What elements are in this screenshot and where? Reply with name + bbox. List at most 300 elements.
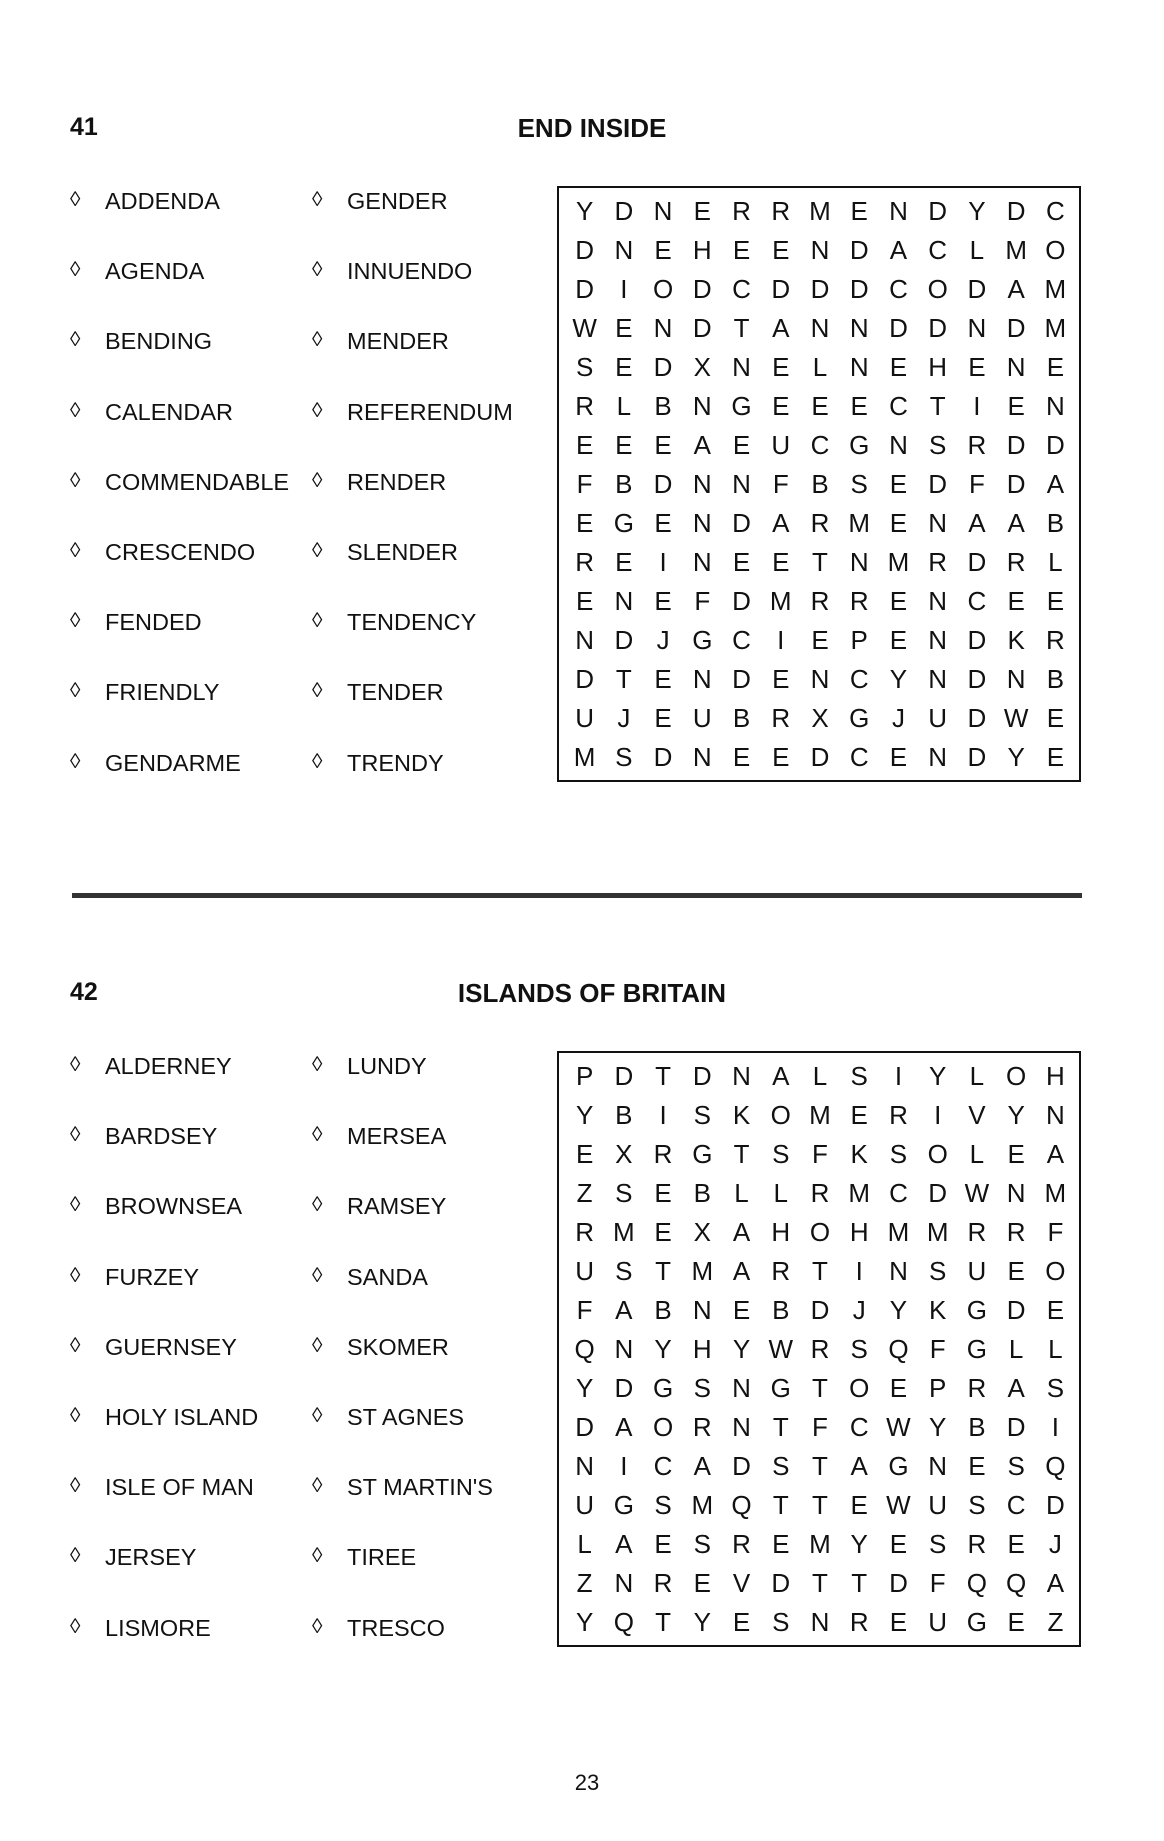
grid-letter: E [654, 507, 672, 538]
word-text: CALENDAR [105, 398, 233, 425]
grid-letter: H [692, 235, 712, 266]
grid-letter: N [575, 1450, 594, 1481]
diamond-bullet-icon: ◊ [70, 609, 81, 633]
grid-letter: R [810, 1178, 830, 1209]
diamond-bullet-icon: ◊ [70, 328, 81, 352]
word-text: SANDA [347, 1263, 428, 1290]
grid-letter: T [812, 1489, 828, 1520]
grid-letter: U [575, 702, 594, 733]
grid-letter: E [693, 1567, 711, 1598]
grid-letter: Y [1007, 741, 1025, 772]
word-list-item [70, 1334, 258, 1404]
grid-letter: H [928, 352, 948, 383]
word-text: RAMSEY [347, 1193, 447, 1220]
diamond-bullet-icon: ◊ [70, 1053, 81, 1076]
grid-letter: G [652, 1372, 674, 1403]
grid-letter: E [1046, 702, 1065, 733]
grid-letter: E [1007, 1256, 1025, 1287]
grid-letter: A [1007, 507, 1025, 538]
grid-letter: C [1045, 196, 1065, 227]
grid-letter: C [732, 274, 751, 305]
diamond-bullet-icon: ◊ [312, 679, 323, 703]
grid-letter: N [692, 741, 712, 772]
grid-letter: N [928, 1450, 948, 1481]
grid-letter: M [848, 507, 871, 538]
word-list-item [312, 1544, 493, 1614]
grid-letter: N [614, 235, 634, 266]
word-text: RENDER [347, 468, 447, 495]
grid-letter: Y [1007, 1100, 1025, 1131]
grid-letter: F [694, 585, 711, 616]
grid-letter: N [889, 430, 908, 461]
grid-letter: Y [850, 1528, 868, 1559]
word-text: INNUENDO [347, 258, 473, 285]
grid-letter: A [1007, 274, 1025, 305]
grid-letter: E [654, 702, 672, 733]
word-text: CRESCENDO [105, 538, 256, 565]
grid-letter: D [810, 1295, 830, 1326]
word-list-item [70, 1193, 258, 1263]
grid-letter: S [968, 1489, 986, 1520]
grid-letter: S [772, 1139, 790, 1170]
grid-letter: M [926, 1217, 949, 1248]
grid-letter: D [928, 313, 948, 344]
word-text: SLENDER [347, 538, 459, 565]
grid-letter: O [849, 1372, 870, 1403]
grid-letter: M [691, 1256, 714, 1287]
grid-letter: N [928, 624, 948, 655]
grid-letter: M [848, 1178, 871, 1209]
grid-letter: R [967, 1217, 987, 1248]
grid-letter: D [692, 274, 712, 305]
grid-letter: B [1046, 663, 1065, 694]
grid-letter: E [772, 235, 790, 266]
grid-letter: E [615, 313, 633, 344]
grid-letter: D [1006, 196, 1026, 227]
word-list-item [312, 188, 513, 258]
grid-letter: D [928, 468, 948, 499]
diamond-bullet-icon: ◊ [70, 538, 81, 562]
grid-letter: U [967, 1256, 987, 1287]
word-list-item [312, 539, 513, 609]
puzzle-title: ISLANDS OF BRITAIN [457, 978, 727, 1008]
grid-letter: N [1006, 1178, 1026, 1209]
grid-letter: R [810, 585, 830, 616]
grid-letter: U [771, 430, 791, 461]
grid-letter: D [967, 702, 987, 733]
grid-letter: R [653, 1567, 673, 1598]
grid-letter: F [929, 1333, 946, 1364]
grid-letter: E [772, 546, 790, 577]
grid-letter: D [967, 274, 987, 305]
grid-letter: G [613, 507, 634, 538]
grid-letter: M [1044, 274, 1067, 305]
grid-letter: I [659, 546, 667, 577]
grid-letter: L [969, 235, 985, 266]
word-text: AGENDA [105, 258, 205, 285]
grid-letter: R [575, 546, 594, 577]
grid-letter: Q [1006, 1567, 1027, 1598]
diamond-bullet-icon: ◊ [312, 1193, 323, 1217]
grid-letter: E [889, 507, 908, 538]
grid-letter: T [812, 1567, 828, 1598]
grid-letter: D [849, 235, 869, 266]
grid-letter: M [887, 1217, 910, 1248]
grid-letter: E [889, 585, 908, 616]
grid-letter: D [771, 1567, 791, 1598]
grid-letter: E [615, 430, 633, 461]
grid-letter: E [575, 1139, 594, 1170]
word-list-item [312, 328, 513, 398]
grid-letter: D [732, 663, 751, 694]
grid-letter: F [772, 468, 789, 499]
grid-letter: L [812, 1061, 828, 1092]
diamond-bullet-icon: ◊ [70, 679, 81, 703]
grid-letter: A [772, 313, 790, 344]
grid-letter: M [1005, 235, 1027, 266]
grid-letter: N [732, 352, 751, 383]
grid-letter: D [1006, 1295, 1026, 1326]
grid-letter: E [889, 1606, 908, 1637]
grid-letter: M [769, 585, 792, 616]
word-list-item [70, 258, 289, 328]
grid-letter: N [849, 546, 869, 577]
grid-letter: E [732, 1295, 751, 1326]
grid-letter: E [850, 196, 868, 227]
grid-letter: E [732, 1606, 751, 1637]
grid-letter: T [733, 313, 750, 344]
grid-letter: P [575, 1061, 594, 1092]
grid-letter: C [928, 235, 948, 266]
diamond-bullet-icon: ◊ [312, 188, 323, 211]
grid-letter: S [1007, 1450, 1025, 1481]
grid-letter: K [1007, 624, 1025, 655]
grid-letter: D [889, 1567, 908, 1598]
grid-letter: T [615, 663, 632, 694]
grid-letter: N [889, 196, 908, 227]
grid-letter: D [810, 274, 830, 305]
grid-letter: E [1046, 352, 1065, 383]
grid-letter: N [732, 1372, 751, 1403]
grid-letter: U [928, 1489, 948, 1520]
grid-letter: N [889, 1256, 908, 1287]
word-text: MERSEA [347, 1123, 447, 1150]
grid-letter: D [1006, 1411, 1026, 1442]
grid-letter: E [575, 430, 594, 461]
word-list-item [312, 750, 513, 820]
grid-letter: X [811, 702, 829, 733]
grid-letter: S [693, 1528, 711, 1559]
grid-letter: A [1046, 468, 1065, 499]
word-text: TENDER [347, 679, 444, 706]
grid-letter: E [575, 507, 594, 538]
grid-letter: J [852, 1295, 866, 1326]
grid-letter: E [850, 391, 868, 422]
word-list-item [70, 188, 289, 258]
grid-letter: O [652, 274, 674, 305]
word-text: LUNDY [347, 1053, 427, 1079]
grid-letter: K [929, 1295, 947, 1326]
grid-letter: R [967, 1372, 987, 1403]
grid-letter: J [1048, 1528, 1062, 1559]
grid-letter: T [655, 1061, 672, 1092]
grid-letter: G [770, 1372, 791, 1403]
grid-letter: B [811, 468, 829, 499]
grid-letter: G [966, 1606, 988, 1637]
grid-letter: N [614, 1567, 634, 1598]
grid-letter: E [850, 1100, 868, 1131]
puzzle-number: 41 [70, 113, 98, 141]
grid-letter: E [772, 391, 790, 422]
word-list-item [312, 1123, 493, 1193]
grid-letter: R [1006, 546, 1026, 577]
diamond-bullet-icon: ◊ [70, 1474, 81, 1498]
grid-letter: Z [576, 1567, 593, 1598]
grid-letter: R [967, 430, 987, 461]
word-list-item [70, 539, 289, 609]
grid-letter: Y [575, 196, 594, 227]
diamond-bullet-icon: ◊ [312, 1333, 323, 1357]
grid-letter: E [1007, 585, 1025, 616]
grid-letter: R [771, 702, 791, 733]
word-list-item [70, 399, 289, 469]
word-list-item [70, 328, 289, 398]
grid-letter: D [614, 624, 634, 655]
grid-letter: O [1006, 1061, 1027, 1092]
grid-letter: R [653, 1139, 673, 1170]
grid-letter: I [855, 1256, 863, 1287]
grid-letter: D [653, 468, 673, 499]
grid-letter: E [1007, 1606, 1025, 1637]
grid-letter: T [655, 1256, 672, 1287]
word-list-item [70, 609, 289, 679]
diamond-bullet-icon: ◊ [70, 1403, 81, 1427]
letter-grid [557, 1051, 1081, 1647]
grid-letter: A [1046, 1567, 1065, 1598]
grid-letter: R [1045, 624, 1065, 655]
grid-letter: N [928, 507, 948, 538]
grid-letter: S [850, 1061, 868, 1092]
grid-letter: M [1044, 1178, 1067, 1209]
grid-letter: N [692, 1295, 712, 1326]
word-text: BENDING [105, 328, 213, 355]
grid-letter: C [889, 391, 908, 422]
grid-letter: X [615, 1139, 633, 1170]
grid-letter: A [1046, 1139, 1065, 1170]
grid-letter: U [928, 1606, 948, 1637]
grid-letter: I [894, 1061, 903, 1092]
grid-letter: M [613, 1217, 635, 1248]
grid-letter: I [1051, 1411, 1059, 1442]
grid-letter: Y [575, 1100, 594, 1131]
grid-letter: E [772, 663, 790, 694]
word-list-item [312, 258, 513, 328]
word-text: GUERNSEY [105, 1333, 237, 1360]
grid-letter: T [812, 1372, 828, 1403]
grid-letter: M [573, 741, 596, 772]
diamond-bullet-icon: ◊ [70, 1193, 81, 1217]
grid-letter: A [615, 1411, 633, 1442]
grid-letter: N [810, 663, 830, 694]
grid-letter: R [732, 196, 751, 227]
grid-letter: R [928, 546, 948, 577]
grid-letter: J [891, 702, 905, 733]
puzzle-title: END INSIDE [517, 113, 667, 143]
grid-letter: R [849, 585, 869, 616]
grid-letter: N [849, 313, 869, 344]
word-text: FURZEY [105, 1263, 199, 1290]
grid-letter: E [732, 235, 751, 266]
grid-letter: S [929, 1256, 947, 1287]
grid-letter: G [613, 1489, 634, 1520]
diamond-bullet-icon: ◊ [70, 1333, 81, 1357]
diamond-bullet-icon: ◊ [70, 1544, 81, 1568]
grid-letter: F [576, 468, 593, 499]
word-text: ADDENDA [105, 188, 220, 214]
grid-letter: R [732, 1528, 751, 1559]
grid-letter: B [615, 1100, 633, 1131]
grid-letter: E [889, 741, 908, 772]
grid-letter: D [810, 741, 830, 772]
grid-letter: H [1045, 1061, 1065, 1092]
word-list-item [312, 1474, 493, 1544]
grid-letter: Z [1047, 1606, 1064, 1637]
grid-letter: N [692, 546, 712, 577]
grid-letter: C [889, 274, 908, 305]
word-list-item [70, 1404, 258, 1474]
grid-letter: B [654, 1295, 672, 1326]
grid-letter: B [654, 391, 672, 422]
grid-letter: W [886, 1411, 911, 1442]
grid-letter: N [849, 352, 869, 383]
grid-letter: D [928, 1178, 948, 1209]
diamond-bullet-icon: ◊ [312, 749, 323, 773]
word-text: HOLY ISLAND [105, 1403, 259, 1430]
grid-letter: J [656, 624, 670, 655]
grid-letter: A [1007, 1372, 1025, 1403]
grid-letter: N [1045, 391, 1065, 422]
grid-letter: S [615, 741, 633, 772]
grid-letter: N [1006, 352, 1026, 383]
diamond-bullet-icon: ◊ [312, 609, 323, 633]
page-number: 23 [574, 1770, 600, 1795]
grid-letter: G [966, 1333, 988, 1364]
word-list-item [70, 1544, 258, 1614]
grid-letter: G [692, 624, 713, 655]
grid-letter: L [773, 1178, 788, 1209]
grid-letter: B [968, 1411, 986, 1442]
grid-letter: S [772, 1606, 790, 1637]
grid-letter: V [732, 1567, 751, 1598]
word-list-right [312, 188, 513, 820]
grid-letter: N [692, 468, 712, 499]
diamond-bullet-icon: ◊ [70, 468, 81, 492]
word-text: TENDENCY [347, 609, 477, 636]
grid-letter: I [934, 1100, 942, 1131]
grid-letter: D [653, 352, 673, 383]
grid-letter: I [973, 391, 981, 422]
grid-letter: O [809, 1217, 831, 1248]
grid-letter: F [576, 1295, 593, 1326]
grid-letter: O [1045, 235, 1066, 266]
word-text: ST MARTIN'S [347, 1474, 493, 1501]
grid-letter: N [692, 663, 712, 694]
grid-letter: M [809, 1100, 831, 1131]
word-text: GENDER [347, 188, 448, 214]
grid-letter: M [809, 1528, 831, 1559]
grid-letter: E [1046, 741, 1065, 772]
grid-letter: T [733, 1139, 750, 1170]
grid-letter: E [732, 546, 751, 577]
grid-letter: C [1006, 1489, 1026, 1520]
grid-letter: T [812, 1256, 828, 1287]
grid-letter: T [772, 1411, 789, 1442]
grid-letter: H [849, 1217, 869, 1248]
word-text: FENDED [105, 609, 202, 636]
grid-letter: N [614, 585, 634, 616]
grid-letter: S [850, 468, 868, 499]
grid-letter: D [967, 624, 987, 655]
grid-letter: F [812, 1139, 828, 1170]
grid-letter: L [616, 391, 632, 422]
grid-letter: Z [576, 1178, 593, 1209]
grid-letter: E [1007, 391, 1025, 422]
grid-letter: S [772, 1450, 790, 1481]
grid-letter: G [692, 1139, 713, 1170]
grid-letter: N [967, 313, 987, 344]
word-list-item [70, 679, 289, 749]
grid-letter: L [1008, 1333, 1024, 1364]
word-text: ISLE OF MAN [105, 1474, 254, 1501]
grid-letter: N [692, 507, 712, 538]
diamond-bullet-icon: ◊ [312, 468, 323, 492]
grid-letter: O [770, 1100, 791, 1131]
grid-letter: Q [1045, 1450, 1066, 1481]
word-text: TRENDY [347, 749, 444, 776]
grid-letter: H [771, 1217, 791, 1248]
grid-letter: T [851, 1567, 868, 1598]
grid-letter: D [1006, 468, 1026, 499]
grid-letter: C [849, 741, 869, 772]
grid-letter: S [654, 1489, 672, 1520]
grid-letter: A [772, 1061, 790, 1092]
grid-letter: D [1045, 430, 1065, 461]
grid-letter: X [693, 1217, 711, 1248]
grid-letter: N [653, 313, 673, 344]
grid-letter: U [575, 1256, 594, 1287]
grid-letter: E [889, 352, 908, 383]
grid-letter: E [654, 1178, 672, 1209]
grid-letter: T [772, 1489, 789, 1520]
grid-letter: N [692, 391, 712, 422]
grid-letter: X [693, 352, 711, 383]
grid-letter: K [850, 1139, 868, 1170]
diamond-bullet-icon: ◊ [70, 749, 81, 773]
grid-letter: D [771, 274, 791, 305]
grid-letter: D [653, 741, 673, 772]
word-list-item [312, 1404, 493, 1474]
grid-letter: S [615, 1256, 633, 1287]
diamond-bullet-icon: ◊ [312, 1614, 323, 1638]
word-text: ST AGNES [347, 1403, 465, 1430]
grid-letter: L [577, 1528, 592, 1559]
word-text: FRIENDLY [105, 679, 220, 706]
diamond-bullet-icon: ◊ [70, 1123, 81, 1147]
grid-letter: V [968, 1100, 986, 1131]
grid-letter: T [929, 391, 946, 422]
diamond-bullet-icon: ◊ [70, 258, 81, 282]
grid-letter: W [572, 313, 597, 344]
